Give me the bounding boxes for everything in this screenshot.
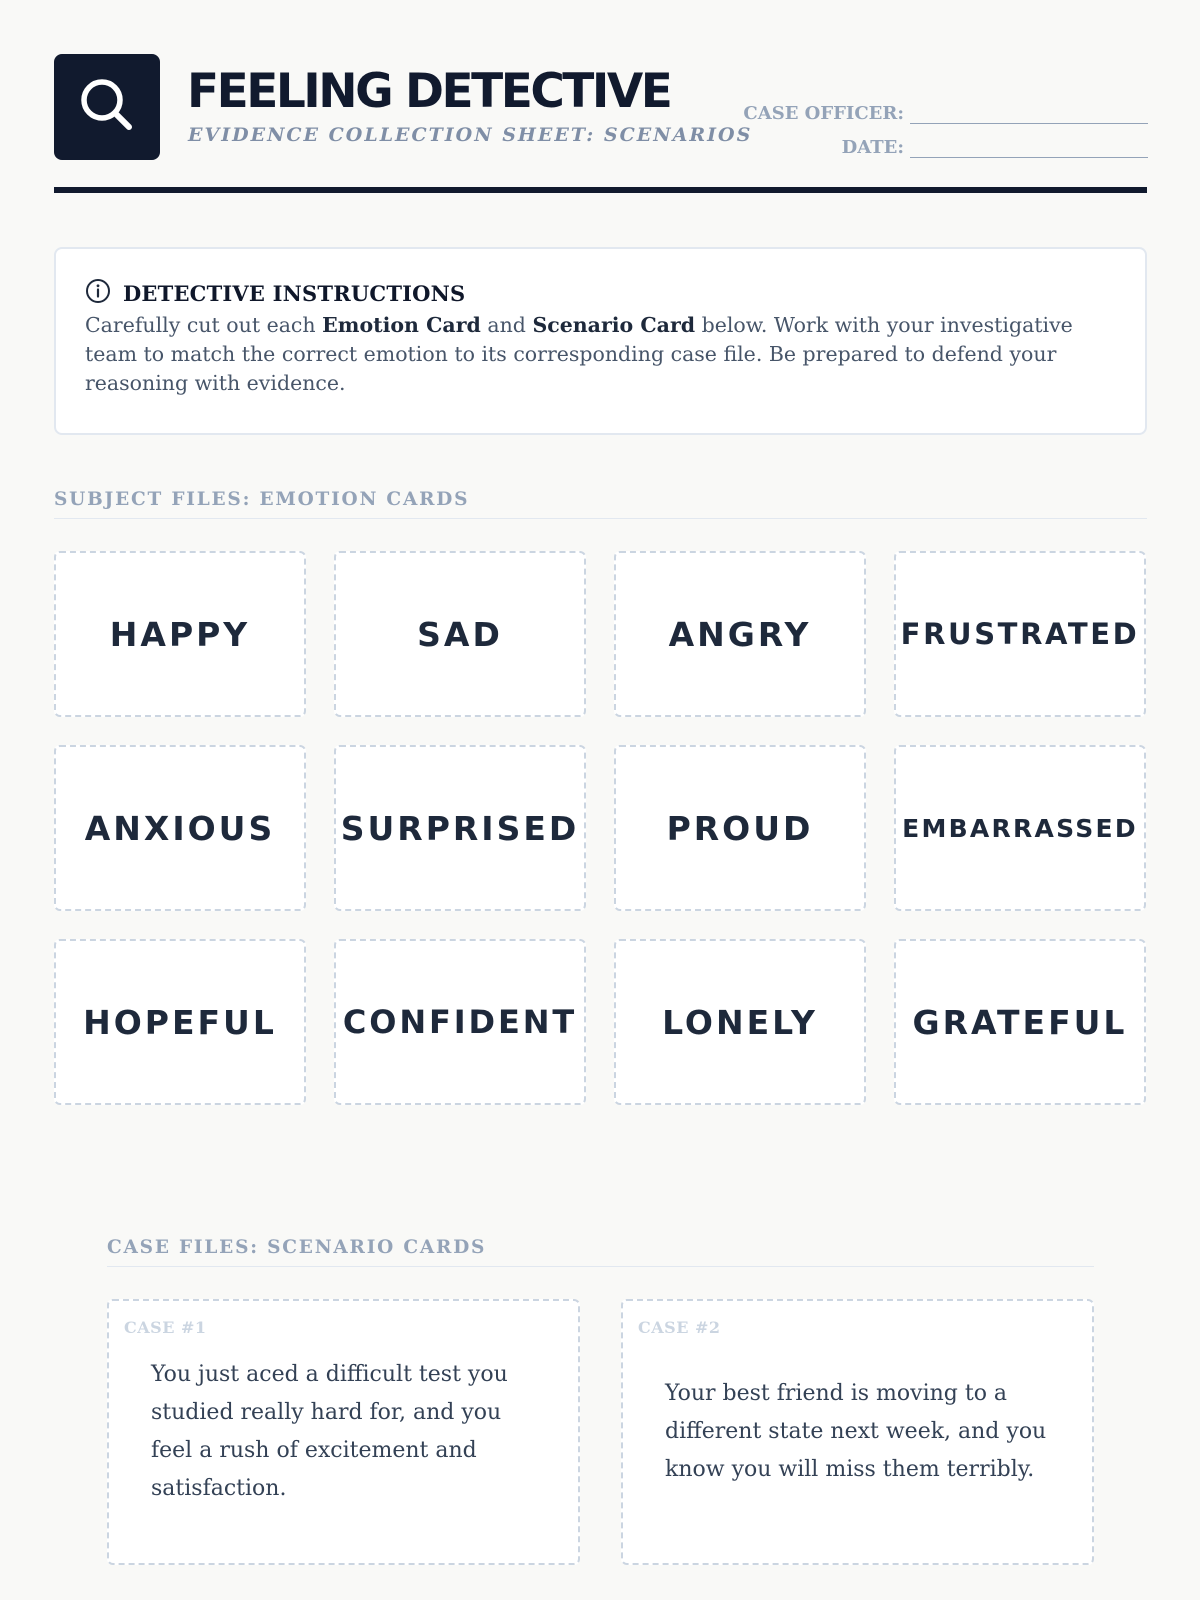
instructions-text-part: below. Work with your investigative team to match the correct emotion to its corresponding case file. Be prepared to defend your reasoning with evidence. (85, 313, 1073, 395)
emotion-card[interactable] (334, 551, 586, 717)
emotion-card[interactable] (894, 551, 1146, 717)
scenario-text: You just aced a difficult test you studied really hard for, and you feel a rush of excitement and satisfaction. (151, 1362, 508, 1501)
instructions-text (85, 311, 1117, 398)
emotion-card[interactable] (614, 939, 866, 1105)
logo-badge (54, 54, 160, 160)
scenario-card[interactable] (107, 1299, 580, 1565)
emotion-card[interactable] (54, 939, 306, 1105)
page-subtitle: EVIDENCE COLLECTION SHEET: SCENARIOS (188, 124, 753, 146)
emotion-card[interactable] (54, 551, 306, 717)
instructions-title: DETECTIVE INSTRUCTIONS (123, 280, 466, 306)
case-officer-label: CASE OFFICER: (743, 103, 904, 124)
instructions-header (85, 277, 1117, 309)
scenario-text: Your best friend is moving to a different state next week, and you know you will miss them terribly. (665, 1381, 1047, 1482)
date-field[interactable] (910, 138, 1148, 158)
instructions-text-part: Carefully cut out each (85, 313, 323, 337)
emotion-label: GRATEFUL (912, 1002, 1128, 1042)
magnifying-glass-icon (76, 74, 138, 140)
info-icon (85, 278, 111, 308)
emotion-label: CONFIDENT (342, 1003, 578, 1041)
case-officer-row (728, 100, 1148, 124)
emotion-label: HAPPY (109, 614, 251, 654)
emotion-label: SURPRISED (340, 808, 580, 848)
emotion-label: FRUSTRATED (900, 617, 1140, 651)
emotion-card[interactable] (614, 551, 866, 717)
instructions-box (54, 247, 1147, 435)
emotion-label: SAD (417, 614, 503, 654)
emotion-card[interactable] (894, 745, 1146, 911)
emotion-card[interactable] (54, 745, 306, 911)
emotion-label: ANXIOUS (84, 808, 276, 848)
emotion-label: PROUD (666, 808, 814, 848)
emotion-label: LONELY (662, 1002, 818, 1042)
emotion-card[interactable] (894, 939, 1146, 1105)
emotion-card-term: Emotion Card (322, 313, 481, 337)
case-officer-field[interactable] (910, 104, 1148, 124)
emotion-card[interactable] (334, 939, 586, 1105)
emotion-label: HOPEFUL (83, 1002, 277, 1042)
emotion-card[interactable] (614, 745, 866, 911)
case-number: CASE #2 (638, 1318, 721, 1337)
emotion-cards-heading: SUBJECT FILES: EMOTION CARDS (54, 489, 1147, 519)
emotion-label: ANGRY (668, 614, 812, 654)
emotion-card-grid (54, 551, 1147, 1105)
emotion-label: EMBARRASSED (902, 813, 1138, 843)
emotion-card[interactable] (334, 745, 586, 911)
case-number: CASE #1 (124, 1318, 207, 1337)
date-label: DATE: (841, 137, 904, 158)
scenario-card[interactable] (621, 1299, 1094, 1565)
page-title: FEELING DETECTIVE (187, 64, 671, 119)
date-row (728, 134, 1148, 158)
scenario-card-term: Scenario Card (532, 313, 696, 337)
scenario-card-grid (107, 1299, 1094, 1565)
instructions-text-part: and (480, 313, 533, 337)
case-meta (728, 100, 1148, 168)
scenario-cards-heading: CASE FILES: SCENARIO CARDS (107, 1237, 1094, 1267)
header-divider (54, 187, 1147, 193)
